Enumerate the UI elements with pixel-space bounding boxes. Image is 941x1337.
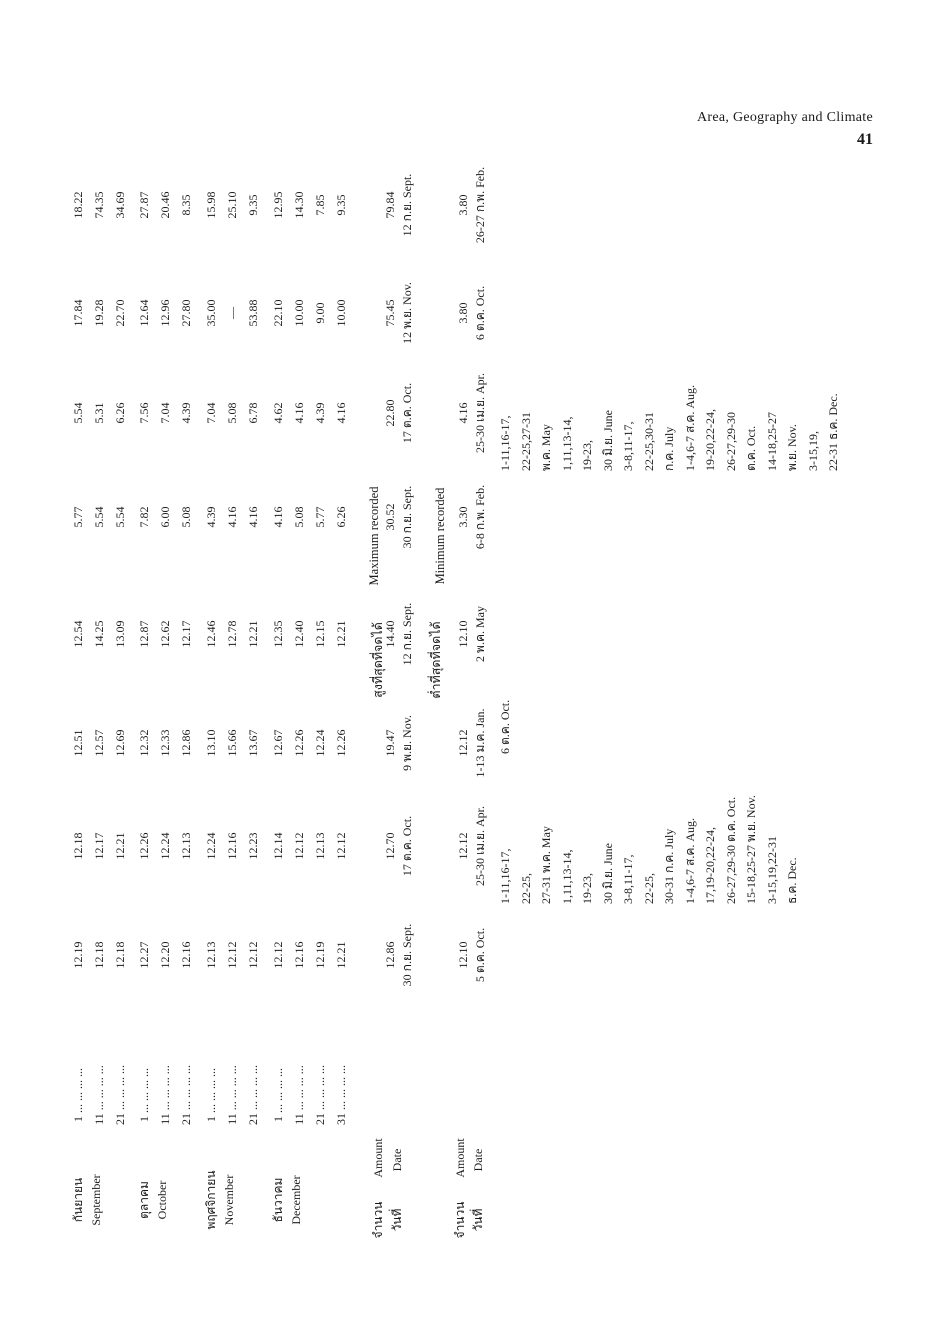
min-date-note: 3-15,19, <box>805 431 820 471</box>
table-cell: 12.18 <box>71 832 85 860</box>
table-cell: 12.26 <box>137 832 151 860</box>
table-cell: 4.39 <box>179 402 193 424</box>
table-cell: 12.21 <box>113 832 127 860</box>
table-cell: 7.04 <box>158 402 172 424</box>
table-cell: 12.24 <box>204 832 218 860</box>
table-cell: 12.24 <box>158 832 172 860</box>
min-date: 25-30 เม.ย. Apr. <box>473 805 487 887</box>
amount-label: Amount <box>371 1138 385 1178</box>
table-cell: 7.82 <box>137 506 151 528</box>
table-cell: 12.13 <box>179 832 193 860</box>
max-label-eng: Maximum recorded <box>367 486 381 586</box>
min-amount: 12.12 <box>456 832 470 860</box>
summary-label-thai: วันที่ <box>471 1208 485 1232</box>
min-amount: 3.80 <box>456 194 470 216</box>
date-label: Date <box>390 1148 404 1172</box>
table-cell: 12.67 <box>271 729 285 757</box>
table-cell: 27.87 <box>137 191 151 219</box>
min-amount: 4.16 <box>456 402 470 424</box>
max-date: 12 ก.ย. Sept. <box>400 602 414 666</box>
min-date-note: 30-31 ก.ค. July <box>662 828 676 904</box>
table-cell: 7.04 <box>204 402 218 424</box>
max-amount: 75.45 <box>383 299 397 327</box>
min-date-note: 3-8,11-17, <box>621 854 635 904</box>
table-cell: 5.54 <box>71 402 85 424</box>
day-label: 11 ... ... ... ... <box>92 1065 106 1125</box>
min-date-note: 1,11,13-14, <box>559 416 574 471</box>
table-cell: 6.78 <box>246 402 260 424</box>
table-cell: 4.16 <box>246 506 260 528</box>
day-label: 11 ... ... ... ... <box>158 1065 172 1125</box>
table-cell: 5.08 <box>179 506 193 528</box>
day-label: 11 ... ... ... ... <box>292 1065 306 1125</box>
min-date-note: 26-27,29-30 ต.ค. Oct. <box>723 796 738 904</box>
table-cell: 74.35 <box>92 191 106 219</box>
max-amount: 22.80 <box>383 399 397 427</box>
table-cell: 12.12 <box>292 832 306 860</box>
max-amount: 79.84 <box>383 191 397 219</box>
min-date-note: 19-23, <box>580 873 594 904</box>
min-date-note: 1,11,13-14, <box>559 849 574 904</box>
max-amount: 12.86 <box>383 941 397 969</box>
table-cell: 12.95 <box>271 191 285 219</box>
table-cell: 12.13 <box>313 832 327 860</box>
table-cell: 12.35 <box>271 620 285 648</box>
min-date-note: 22-31 ธ.ค. Dec. <box>826 393 840 471</box>
table-cell: 12.13 <box>204 941 218 969</box>
month-label-eng: October <box>155 1180 169 1220</box>
min-date-note: 27-31 พ.ค. May <box>539 826 553 904</box>
table-cell: 10.00 <box>292 299 306 327</box>
min-date-note: 22-25, <box>518 873 533 904</box>
table-cell: 15.98 <box>204 191 218 219</box>
table-cell: 4.16 <box>271 506 285 528</box>
min-date-note: 3-15,19,22-31 <box>764 836 779 904</box>
min-date-note: 22-25,27-31 <box>518 412 533 471</box>
min-label-eng: Minimum recorded <box>433 487 447 585</box>
month-label-thai: พฤศจิกายน <box>204 1170 218 1230</box>
month-label-eng: September <box>89 1174 103 1226</box>
table-cell: 12.23 <box>246 832 260 860</box>
table-cell: 6.26 <box>113 402 127 424</box>
table-cell: 5.54 <box>113 506 127 528</box>
max-date: 12 ก.ย. Sept. <box>400 173 414 237</box>
table-cell: 12.18 <box>113 941 127 969</box>
table-cell: 12.78 <box>225 620 239 648</box>
table-cell: 19.28 <box>92 299 106 327</box>
table-cell: 12.51 <box>71 729 85 757</box>
table-cell: 12.21 <box>334 620 348 648</box>
min-date-note: 19-23, <box>580 440 594 471</box>
table-cell: 12.12 <box>246 941 260 969</box>
table-cell: 5.77 <box>71 506 85 528</box>
min-date-note: 22-25,30-31 <box>641 412 656 471</box>
table-cell: 34.69 <box>113 191 127 219</box>
table-cell: 4.16 <box>334 402 348 424</box>
table-cell: 4.62 <box>271 402 285 424</box>
min-date: 25-30 เม.ย. Apr. <box>473 372 487 454</box>
min-date-note: พ.ค. May <box>539 424 553 471</box>
min-date-note: ต.ค. Oct. <box>744 425 758 471</box>
min-date-note: 22-25, <box>641 873 656 904</box>
table-cell: 12.87 <box>137 620 151 648</box>
min-date: 1-13 ม.ค. Jan. <box>473 708 487 778</box>
min-amount: 3.80 <box>456 302 470 324</box>
min-date-note: 26-27,29-30 <box>723 412 738 471</box>
table-cell: 5.54 <box>92 506 106 528</box>
table-cell: 9.00 <box>313 302 327 324</box>
min-date-note: 19-20,22-24, <box>703 409 717 471</box>
table-cell: 6.00 <box>158 506 172 528</box>
day-label: 21 ... ... ... ... <box>113 1065 127 1125</box>
min-date-note: 1-4,6-7 ส.ค. Aug. <box>682 817 697 904</box>
min-date-note: 1-11,16-17, <box>498 415 512 471</box>
table-cell: 7.85 <box>313 194 327 216</box>
table-cell: 12.40 <box>292 620 306 648</box>
summary-label-thai: วันที่ <box>390 1208 404 1232</box>
max-date: 17 ต.ค. Oct. <box>400 382 414 444</box>
amount-label: Amount <box>453 1138 467 1178</box>
table-cell: 12.54 <box>71 620 85 648</box>
table-cell: 12.18 <box>92 941 106 969</box>
date-label: Date <box>471 1148 485 1172</box>
table-cell: 5.31 <box>92 402 106 424</box>
max-label-thai: สูงที่สุดที่จดได้ <box>371 622 385 698</box>
min-date: 6-8 ก.พ. Feb. <box>473 484 487 550</box>
table-cell: 12.32 <box>137 729 151 757</box>
table-cell: 12.69 <box>113 729 127 757</box>
table-cell: 12.64 <box>137 299 151 327</box>
min-date-note: 15-18,25-27 พ.ย. Nov. <box>744 795 758 904</box>
min-amount: 12.12 <box>456 729 470 757</box>
table-cell: 9.35 <box>246 194 260 216</box>
table-cell: 15.66 <box>225 729 239 757</box>
table-cell: 12.33 <box>158 729 172 757</box>
max-amount: 30.52 <box>383 503 397 531</box>
table-cell: — <box>225 307 239 319</box>
table-cell: 12.46 <box>204 620 218 648</box>
table-cell: 27.80 <box>179 299 193 327</box>
min-date-note: 1-11,16-17, <box>498 848 512 904</box>
day-label: 1 ... ... ... ... <box>71 1068 85 1122</box>
min-date-note: 17,19-20,22-24, <box>703 827 717 904</box>
table-cell: 5.08 <box>292 506 306 528</box>
table-cell: 9.35 <box>334 194 348 216</box>
max-amount: 14.40 <box>383 620 397 648</box>
table-cell: 12.86 <box>179 729 193 757</box>
table-cell: 12.26 <box>334 729 348 757</box>
table-cell: 12.26 <box>292 729 306 757</box>
month-label-thai: ตุลาคม <box>137 1181 151 1219</box>
table-cell: 17.84 <box>71 299 85 327</box>
min-amount: 12.10 <box>456 620 470 648</box>
summary-label-thai: จำนวน <box>371 1201 385 1239</box>
table-cell: 12.27 <box>137 941 151 969</box>
running-header: Area, Geography and Climate <box>696 110 873 125</box>
table-cell: 5.77 <box>313 506 327 528</box>
table-cell: 12.19 <box>313 941 327 969</box>
min-date-note: 3-8,11-17, <box>621 421 635 471</box>
min-date-note: 14-18,25-27 <box>764 412 779 471</box>
table-cell: 12.16 <box>179 941 193 969</box>
table-cell: 12.15 <box>313 620 327 648</box>
table-cell: 7.56 <box>137 402 151 424</box>
table-cell: 22.10 <box>271 299 285 327</box>
table-cell: 12.57 <box>92 729 106 757</box>
max-amount: 12.70 <box>383 832 397 860</box>
table-cell: 12.17 <box>92 832 106 860</box>
month-label-thai: ธันวาคม <box>271 1177 285 1223</box>
table-cell: 5.08 <box>225 402 239 424</box>
day-label: 1 ... ... ... ... <box>137 1068 151 1122</box>
min-date-note: 30 มิ.ย. June <box>600 843 615 904</box>
table-cell: 12.12 <box>225 941 239 969</box>
min-label-thai: ต่ำที่สุดที่จดได้ <box>429 621 443 699</box>
table-cell: 14.30 <box>292 191 306 219</box>
table-cell: 12.17 <box>179 620 193 648</box>
table-cell: 4.39 <box>313 402 327 424</box>
table-cell: 4.39 <box>204 506 218 528</box>
table-cell: 6.26 <box>334 506 348 528</box>
min-amount: 12.10 <box>456 941 470 969</box>
min-date: 2 พ.ค. May <box>473 606 487 662</box>
min-date-note: ก.ค. July <box>662 426 676 471</box>
table-cell: 13.67 <box>246 729 260 757</box>
table-cell: 4.16 <box>225 506 239 528</box>
table-cell: 12.16 <box>292 941 306 969</box>
summary-label-thai: จำนวน <box>453 1201 467 1239</box>
table-cell: 12.21 <box>246 620 260 648</box>
table-cell: 14.25 <box>92 620 106 648</box>
day-label: 21 ... ... ... ... <box>179 1065 193 1125</box>
page-number: 41 <box>857 131 873 148</box>
table-cell: 22.70 <box>113 299 127 327</box>
month-label-eng: December <box>289 1175 303 1225</box>
table-cell: 12.12 <box>271 941 285 969</box>
table-cell: 25.10 <box>225 191 239 219</box>
table-cell: 13.09 <box>113 620 127 648</box>
table-cell: 10.00 <box>334 299 348 327</box>
min-date: 5 ต.ค. Oct. <box>473 927 487 983</box>
max-date: 9 พ.ย. Nov. <box>400 715 414 771</box>
table-cell: 4.16 <box>292 402 306 424</box>
min-amount: 3.30 <box>456 506 470 528</box>
table-cell: 13.10 <box>204 729 218 757</box>
day-label: 21 ... ... ... ... <box>246 1065 260 1125</box>
day-label: 31 ... ... ... ... <box>334 1065 348 1125</box>
min-date-note: 30 มิ.ย. June <box>600 410 615 471</box>
max-date: 12 พ.ย. Nov. <box>400 282 414 344</box>
table-cell: 12.21 <box>334 941 348 969</box>
table-cell: 12.14 <box>271 832 285 860</box>
month-label-eng: November <box>222 1174 236 1226</box>
min-date: 26-27 ก.พ. Feb. <box>473 166 487 244</box>
day-label: 11 ... ... ... ... <box>225 1065 239 1125</box>
table-cell: 12.96 <box>158 299 172 327</box>
table-cell: 12.12 <box>334 832 348 860</box>
table-cell: 12.16 <box>225 832 239 860</box>
min-date-note: พ.ย. Nov. <box>785 424 799 471</box>
month-label-thai: กันยายน <box>71 1177 85 1223</box>
min-date-note: ธ.ค. Dec. <box>785 857 799 904</box>
table-cell: 8.35 <box>179 194 193 216</box>
table-cell: 53.88 <box>246 299 260 327</box>
table-cell: 35.00 <box>204 299 218 327</box>
day-label: 1 ... ... ... ... <box>271 1068 285 1122</box>
max-amount: 19.47 <box>383 729 397 757</box>
table-cell: 12.19 <box>71 941 85 969</box>
table-cell: 20.46 <box>158 191 172 219</box>
day-label: 21 ... ... ... ... <box>313 1065 327 1125</box>
max-date: 17 ต.ค. Oct. <box>400 815 414 877</box>
day-label: 1 ... ... ... ... <box>204 1068 218 1122</box>
min-date-note: 1-4,6-7 ส.ค. Aug. <box>682 384 697 471</box>
min-date: 6 ต.ค. Oct. <box>473 285 487 341</box>
max-date: 30 ก.ย. Sept. <box>400 923 414 987</box>
table-cell: 12.62 <box>158 620 172 648</box>
max-date: 30 ก.ย. Sept. <box>400 485 414 549</box>
min-date-note: 6 ต.ค. Oct. <box>498 699 512 754</box>
table-cell: 12.20 <box>158 941 172 969</box>
table-cell: 12.24 <box>313 729 327 757</box>
table-cell: 18.22 <box>71 191 85 219</box>
